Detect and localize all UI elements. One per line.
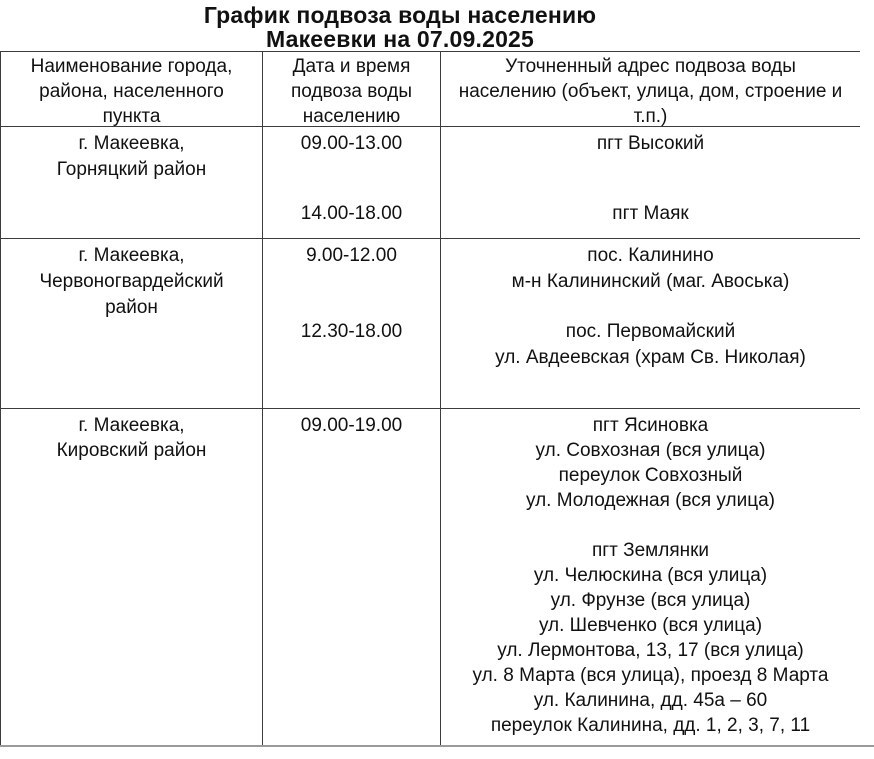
header-text: подвоза воды [290, 81, 413, 102]
time-slot [263, 201, 440, 227]
address-line: пгт Ясиновка [592, 415, 709, 436]
time-text: 09.00-19.00 [300, 415, 403, 436]
address-line: ул. 8 Марта (вся улица), проезд 8 Марта [472, 665, 829, 686]
time-text: 9.00-12.00 [306, 245, 397, 266]
address-line: м-н Калининский (маг. Авоська) [511, 271, 790, 292]
page-title [0, 0, 800, 51]
header-text: Дата и время [292, 56, 411, 77]
header-cell-datetime [263, 52, 441, 126]
time-cell [263, 239, 441, 408]
table-row [1, 239, 860, 409]
location-text: г. Макеевка, [78, 415, 185, 436]
address-line: пгт Землянки [591, 540, 710, 561]
location-text: г. Макеевка, [78, 245, 185, 266]
address-line: ул. Челюскина (вся улица) [533, 565, 768, 586]
address-line: пос. Калинино [587, 245, 714, 266]
time-slot [263, 131, 440, 201]
address-cell [441, 127, 860, 238]
location-cell [1, 409, 263, 745]
address-line: пос. Первомайский [565, 321, 736, 342]
address-line: пгт Маяк [612, 203, 689, 224]
title-line-1: График подвоза воды населению [203, 2, 597, 28]
address-slot [441, 243, 860, 319]
location-text: Горняцкий район [56, 159, 207, 180]
time-text: 14.00-18.00 [300, 203, 403, 224]
time-slot [263, 413, 440, 438]
address-slot [441, 319, 860, 371]
address-line: переулок Совхозный [558, 465, 743, 486]
time-cell [263, 409, 441, 745]
location-cell [1, 239, 263, 408]
header-text: населению (объект, улица, дом, строение и [458, 81, 843, 102]
header-text: Уточненный адрес подвоза воды [505, 56, 796, 77]
address-line: ул. Калинина, дд. 45а – 60 [533, 690, 768, 711]
address-slot [441, 131, 860, 201]
address-line-blank [441, 513, 860, 538]
address-cell [441, 239, 860, 408]
header-cell-location [1, 52, 263, 126]
address-line: переулок Калинина, дд. 1, 2, 3, 7, 11 [490, 715, 811, 736]
location-text: Червоногвардейский [39, 271, 224, 292]
bottom-divider [0, 745, 874, 747]
location-text: Кировский район [56, 440, 207, 461]
address-line: ул. Шевченко (вся улица) [538, 615, 763, 636]
location-text: г. Макеевка, [78, 133, 185, 154]
address-slot [441, 201, 860, 227]
header-text: населению [302, 106, 401, 127]
header-text: пункта [102, 106, 161, 127]
location-cell [1, 127, 263, 238]
address-cell [441, 409, 860, 745]
time-text: 09.00-13.00 [300, 133, 403, 154]
table-row [1, 127, 860, 239]
time-text: 12.30-18.00 [300, 321, 403, 342]
address-slot [441, 413, 860, 738]
schedule-table [0, 51, 860, 745]
header-text: т.п.) [633, 106, 668, 127]
time-cell [263, 127, 441, 238]
address-line: ул. Авдеевская (храм Св. Николая) [495, 347, 806, 368]
address-line: ул. Молодежная (вся улица) [526, 490, 775, 511]
table-header-row [1, 52, 860, 127]
time-slot [263, 319, 440, 345]
header-text: района, населенного [39, 81, 224, 102]
address-line: ул. Лермонтова, 13, 17 (вся улица) [497, 640, 804, 661]
title-line-2: Макеевки на 07.09.2025 [265, 26, 535, 52]
address-line: ул. Совхозная (вся улица) [535, 440, 766, 461]
time-slot [263, 243, 440, 319]
address-line: ул. Фрунзе (вся улица) [550, 590, 751, 611]
location-text: район [105, 297, 158, 318]
table-row [1, 409, 860, 745]
header-text: Наименование города, [30, 56, 233, 77]
address-line: пгт Высокий [596, 133, 705, 154]
header-cell-address [441, 52, 860, 126]
